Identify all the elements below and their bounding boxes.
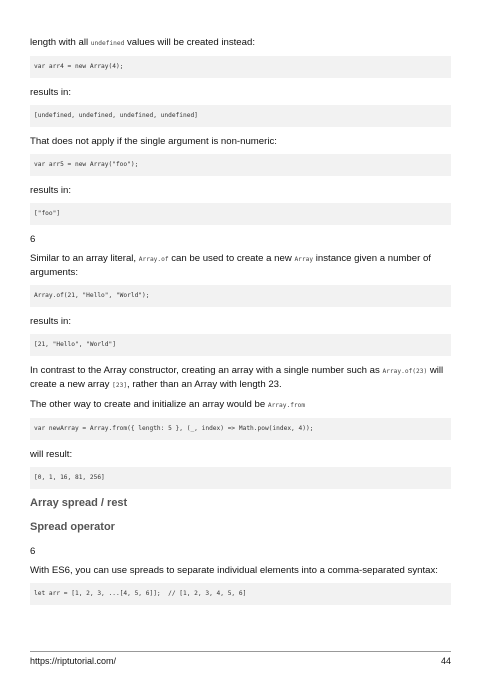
- code-block-arr5: var arr5 = new Array("foo");: [30, 154, 451, 176]
- will-result-label: will result:: [30, 449, 73, 460]
- paragraph-array-from: [30, 398, 451, 412]
- code-block-arr4: var arr4 = new Array(4);: [30, 56, 451, 78]
- page-number: 44: [440, 656, 451, 666]
- text-segment: , rather than an Array with length 23.: [127, 379, 282, 390]
- document-page: [30, 36, 451, 613]
- footer-url[interactable]: https://riptutorial.com/: [30, 656, 117, 666]
- section-number: 6: [30, 546, 36, 557]
- text-segment: instance given a number of arguments:: [30, 253, 431, 278]
- code-block-foo-result: ["foo"]: [30, 203, 451, 225]
- results-label: results in:: [30, 316, 72, 327]
- paragraph-es6-spread: With ES6, you can use spreads to separate individual elements into a comma-separated syntax:: [30, 565, 438, 576]
- paragraph-array-of: [30, 252, 451, 279]
- inline-code-undefined: undefined: [90, 40, 125, 47]
- code-block-spread: let arr = [1, 2, 3, ...[4, 5, 6]]; // [1, 2, 3, 4, 5, 6]: [30, 583, 451, 605]
- results-label: results in:: [30, 185, 72, 196]
- inline-code-array-of-23: Array.of(23): [382, 368, 428, 375]
- text-segment: can be used to create a new: [168, 253, 295, 264]
- code-block-array-of-call: Array.of(21, "Hello", "World");: [30, 285, 451, 307]
- code-block-array-from-result: [0, 1, 16, 81, 256]: [30, 467, 451, 489]
- text-segment: In contrast to the Array constructor, creating an array with a single number such as: [30, 365, 383, 376]
- code-block-array-from-call: var newArray = Array.from({ length: 5 }, (_, index) => Math.pow(index, 4));: [30, 418, 451, 440]
- paragraph-undefined-values: [30, 36, 451, 50]
- text-segment: values will be created instead:: [124, 37, 255, 48]
- text-segment: Similar to an array literal,: [30, 253, 139, 264]
- inline-code-array-of: Array.of: [138, 256, 169, 263]
- section-number: 6: [30, 234, 36, 245]
- heading-spread-operator: Spread operator: [30, 521, 115, 533]
- code-block-array-of-result: [21, "Hello", "World"]: [30, 334, 451, 356]
- page-footer: [30, 651, 451, 666]
- code-block-undefined-result: [undefined, undefined, undefined, undefined]: [30, 105, 451, 127]
- paragraph-contrast: [30, 364, 451, 392]
- text-segment: length with all: [30, 37, 91, 48]
- text-segment: will create a new array: [30, 365, 444, 390]
- text-segment: The other way to create and initialize an array would be: [30, 399, 268, 410]
- inline-code-array-from: Array.from: [267, 402, 306, 409]
- heading-array-spread-rest: Array spread / rest: [30, 497, 128, 509]
- results-label: results in:: [30, 87, 72, 98]
- inline-code-23: [23]: [112, 382, 128, 389]
- paragraph-non-numeric: That does not apply if the single argument is non-numeric:: [30, 136, 277, 147]
- inline-code-array: Array: [294, 256, 314, 263]
